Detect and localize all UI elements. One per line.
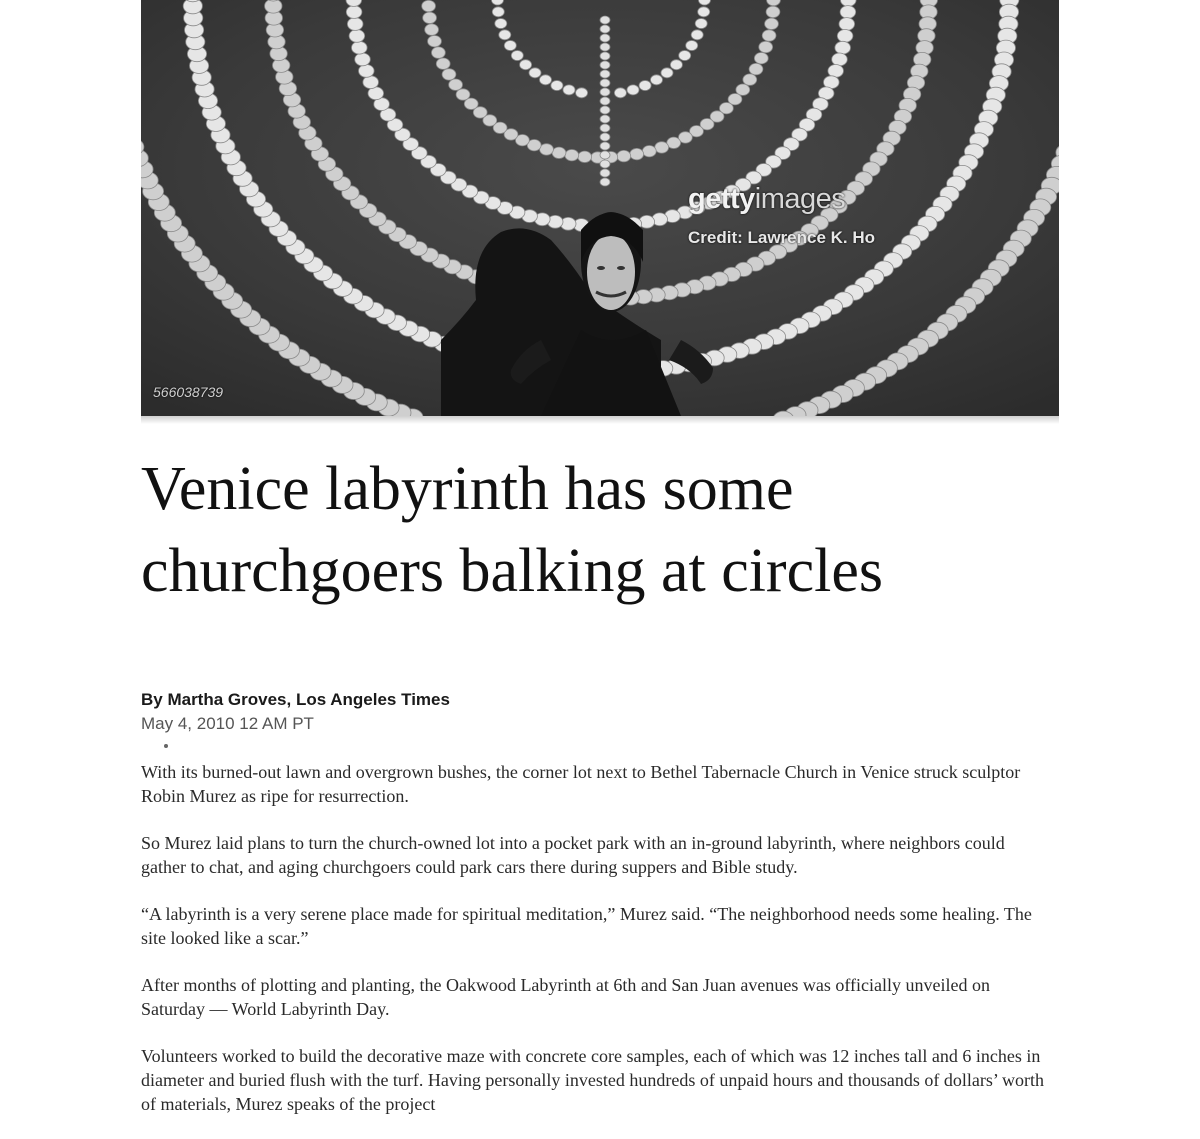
article-date: May 4, 2010 12 AM PT <box>141 714 314 733</box>
article-photo <box>141 0 1059 416</box>
labyrinth-stone <box>600 25 610 33</box>
photo-credit: Credit: Lawrence K. Ho <box>688 228 876 247</box>
labyrinth-stone <box>600 124 610 132</box>
labyrinth-stone <box>600 43 610 51</box>
labyrinth-stone <box>600 115 610 123</box>
labyrinth-stone <box>691 30 703 40</box>
labyrinth-stone <box>698 7 710 17</box>
labyrinth-stone <box>614 88 626 98</box>
labyrinth-stone <box>529 68 541 78</box>
article-paragraph: So Murez laid plans to turn the church-owned lot into a pocket park with an in-ground labyrinth, where neighbors could gather to chat, and aging churchgoers could park cars there during suppers and Bible study. <box>141 833 1005 877</box>
labyrinth-stone <box>670 60 682 70</box>
labyrinth-stone <box>600 178 610 186</box>
labyrinth-stone <box>425 24 439 35</box>
labyrinth-stone <box>600 61 610 69</box>
labyrinth-stone <box>578 151 592 162</box>
labyrinth-stone <box>456 89 470 100</box>
labyrinth-stone <box>504 41 516 51</box>
photo-bottom-edge <box>141 416 1059 424</box>
labyrinth-stone <box>765 18 779 29</box>
article-headline: Venice labyrinth has some churchgoers balking at circles <box>141 455 883 605</box>
labyrinth-stone <box>661 68 673 78</box>
labyrinth-stone <box>766 6 780 17</box>
labyrinth-stone <box>346 6 362 19</box>
labyrinth-stone <box>655 142 669 153</box>
labyrinth-stone <box>265 0 282 13</box>
labyrinth-stone <box>423 12 437 23</box>
labyrinth-stone <box>511 51 523 61</box>
article-paragraph: After months of plotting and planting, the Oakwood Labyrinth at 6th and San Juan avenues was officially unveiled on Saturday — World Labyrinth Day. <box>141 975 990 1019</box>
labyrinth-stone <box>617 150 631 161</box>
getty-images-watermark: gettyimages <box>688 183 846 215</box>
labyrinth-stone <box>600 34 610 42</box>
labyrinth-stone <box>540 75 552 85</box>
labyrinth-stone <box>600 79 610 87</box>
labyrinth-stone <box>600 52 610 60</box>
labyrinth-stone <box>540 144 554 155</box>
labyrinth-stone <box>359 65 375 78</box>
labyrinth-stone <box>600 88 610 96</box>
labyrinth-stone <box>600 160 610 168</box>
article-paragraph: Volunteers worked to build the decorative maze with concrete core samples, each of which was 12 inches tall and 6 inches in diameter and buried flush with the turf. Having personally invested hundreds of unpaid hours and thousands of dollars’ worth of materials, Murez speaks of the project <box>141 1046 1044 1114</box>
labyrinth-stone <box>565 150 579 161</box>
labyrinth-photo-image <box>141 0 1059 416</box>
labyrinth-stone <box>600 106 610 114</box>
labyrinth-stone <box>600 133 610 141</box>
labyrinth-stone <box>600 169 610 177</box>
labyrinth-stone <box>442 69 456 80</box>
labyrinth-stone <box>832 53 848 66</box>
labyrinth-stone <box>352 41 368 54</box>
labyrinth-stone <box>600 142 610 150</box>
labyrinth-stone <box>520 60 532 70</box>
labyrinth-stone <box>695 19 707 29</box>
labyrinth-stone <box>679 51 691 61</box>
bullet-dot <box>164 744 168 748</box>
labyrinth-stone <box>355 53 371 66</box>
labyrinth-stone <box>428 36 442 47</box>
labyrinth-stone <box>627 85 639 95</box>
labyrinth-stone <box>686 41 698 51</box>
labyrinth-stone <box>422 0 436 11</box>
article-body <box>141 760 1051 1139</box>
labyrinth-stone <box>839 18 855 31</box>
labyrinth-stone <box>749 63 763 74</box>
labyrinth-stone <box>642 146 656 157</box>
labyrinth-stone <box>495 19 507 29</box>
labyrinth-stone <box>651 75 663 85</box>
article-byline: By Martha Groves, Los Angeles Times <box>141 690 450 709</box>
labyrinth-stone <box>552 147 566 158</box>
labyrinth-stone <box>436 58 450 69</box>
article-paragraph: “A labyrinth is a very serene place made for spiritual meditation,” Murez said. “The neighborhood needs some healing. The site looked like a scar.” <box>141 904 1032 948</box>
labyrinth-stone <box>449 79 463 90</box>
labyrinth-stone <box>499 30 511 40</box>
labyrinth-stone <box>754 53 768 64</box>
labyrinth-stone <box>347 18 363 31</box>
labyrinth-stone <box>743 74 757 85</box>
labyrinth-stone <box>432 47 446 58</box>
article-paragraph: With its burned-out lawn and overgrown bushes, the corner lot next to Bethel Tabernacle Church in Venice struck sculptor Robin Murez as ripe for resurrection. <box>141 762 1021 806</box>
labyrinth-stone <box>363 76 379 89</box>
labyrinth-stone <box>835 41 851 54</box>
labyrinth-stone <box>759 41 773 52</box>
image-id-label: 566038739 <box>153 384 224 400</box>
labyrinth-stone <box>600 70 610 78</box>
labyrinth-stone <box>600 16 610 24</box>
labyrinth-stone <box>630 148 644 159</box>
labyrinth-stone <box>600 151 610 159</box>
labyrinth-stone <box>492 7 504 17</box>
labyrinth-stone <box>828 65 844 78</box>
labyrinth-stone <box>349 30 365 43</box>
labyrinth-stone <box>840 6 856 19</box>
labyrinth-stone <box>837 30 853 43</box>
labyrinth-stone <box>762 30 776 41</box>
labyrinth-stone <box>563 85 575 95</box>
labyrinth-stone <box>639 81 651 91</box>
labyrinth-stone <box>600 97 610 105</box>
labyrinth-stone <box>576 88 588 98</box>
labyrinth-stone <box>551 81 563 91</box>
